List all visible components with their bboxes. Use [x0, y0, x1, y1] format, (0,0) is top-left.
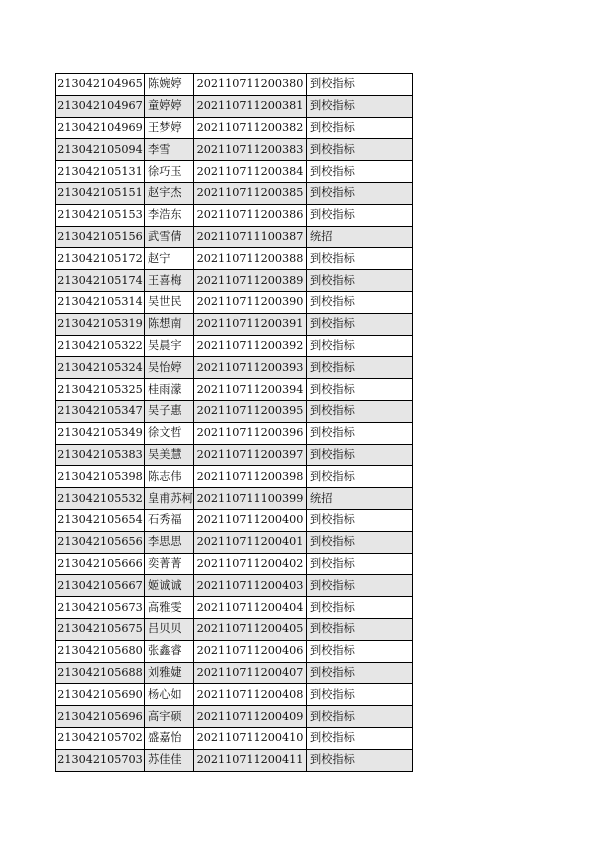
table-row	[56, 335, 413, 357]
student-name-cell: 陈志伟	[145, 466, 194, 488]
student-id-cell: 213042105680	[56, 640, 145, 662]
student-name-cell: 李思思	[145, 531, 194, 553]
ticket-number-cell: 202110711200400	[194, 509, 307, 531]
admission-type-cell: 到校指标	[307, 749, 413, 771]
student-id-cell: 213042105094	[56, 139, 145, 161]
ticket-number-cell: 202110711200411	[194, 749, 307, 771]
admission-list-table	[55, 73, 413, 772]
table-row	[56, 662, 413, 684]
student-name-cell: 吴美慧	[145, 444, 194, 466]
admission-type-cell: 到校指标	[307, 400, 413, 422]
student-name-cell: 石秀福	[145, 509, 194, 531]
ticket-number-cell: 202110711200397	[194, 444, 307, 466]
student-name-cell: 高雅雯	[145, 597, 194, 619]
ticket-number-cell: 202110711200410	[194, 727, 307, 749]
ticket-number-cell: 202110711200406	[194, 640, 307, 662]
table-row	[56, 749, 413, 771]
admission-type-cell: 到校指标	[307, 575, 413, 597]
table-row	[56, 509, 413, 531]
student-id-cell: 213042105349	[56, 422, 145, 444]
ticket-number-cell: 202110711200401	[194, 531, 307, 553]
table-row	[56, 226, 413, 248]
ticket-number-cell: 202110711100399	[194, 488, 307, 510]
admission-type-cell: 到校指标	[307, 248, 413, 270]
admission-type-cell: 到校指标	[307, 313, 413, 335]
student-id-cell: 213042105702	[56, 727, 145, 749]
admission-type-cell: 到校指标	[307, 466, 413, 488]
ticket-number-cell: 202110711200392	[194, 335, 307, 357]
ticket-number-cell: 202110711200381	[194, 95, 307, 117]
table-row	[56, 161, 413, 183]
table-row	[56, 357, 413, 379]
student-id-cell: 213042105703	[56, 749, 145, 771]
ticket-number-cell: 202110711200398	[194, 466, 307, 488]
student-id-cell: 213042105666	[56, 553, 145, 575]
admission-type-cell: 到校指标	[307, 204, 413, 226]
table-row	[56, 640, 413, 662]
table-row	[56, 139, 413, 161]
admission-type-cell: 到校指标	[307, 182, 413, 204]
admission-type-cell: 到校指标	[307, 553, 413, 575]
ticket-number-cell: 202110711200383	[194, 139, 307, 161]
admission-type-cell: 到校指标	[307, 684, 413, 706]
table-row	[56, 74, 413, 96]
ticket-number-cell: 202110711200380	[194, 74, 307, 96]
student-id-cell: 213042105675	[56, 618, 145, 640]
ticket-number-cell: 202110711200402	[194, 553, 307, 575]
ticket-number-cell: 202110711200405	[194, 618, 307, 640]
student-id-cell: 213042105319	[56, 313, 145, 335]
student-name-cell: 姬诚诚	[145, 575, 194, 597]
ticket-number-cell: 202110711200408	[194, 684, 307, 706]
admission-type-cell: 到校指标	[307, 444, 413, 466]
admission-type-cell: 到校指标	[307, 662, 413, 684]
table-body	[56, 74, 413, 772]
student-id-cell: 213042105322	[56, 335, 145, 357]
student-name-cell: 李浩东	[145, 204, 194, 226]
table-row	[56, 182, 413, 204]
admission-type-cell: 到校指标	[307, 335, 413, 357]
student-id-cell: 213042105667	[56, 575, 145, 597]
ticket-number-cell: 202110711200404	[194, 597, 307, 619]
admission-type-cell: 到校指标	[307, 270, 413, 292]
ticket-number-cell: 202110711200388	[194, 248, 307, 270]
student-id-cell: 213042105532	[56, 488, 145, 510]
student-name-cell: 陈想南	[145, 313, 194, 335]
student-name-cell: 皇甫苏柯	[145, 488, 194, 510]
admission-type-cell: 到校指标	[307, 95, 413, 117]
student-name-cell: 吴子惠	[145, 400, 194, 422]
table-row	[56, 444, 413, 466]
table-row	[56, 575, 413, 597]
student-name-cell: 徐文哲	[145, 422, 194, 444]
student-name-cell: 吴晨宇	[145, 335, 194, 357]
student-id-cell: 213042105324	[56, 357, 145, 379]
student-id-cell: 213042105673	[56, 597, 145, 619]
student-name-cell: 王喜梅	[145, 270, 194, 292]
student-name-cell: 桂雨濛	[145, 379, 194, 401]
admission-type-cell: 到校指标	[307, 379, 413, 401]
student-name-cell: 赵宇杰	[145, 182, 194, 204]
table-row	[56, 95, 413, 117]
student-name-cell: 李雪	[145, 139, 194, 161]
student-id-cell: 213042105688	[56, 662, 145, 684]
table-row	[56, 313, 413, 335]
ticket-number-cell: 202110711100387	[194, 226, 307, 248]
ticket-number-cell: 202110711200391	[194, 313, 307, 335]
ticket-number-cell: 202110711200384	[194, 161, 307, 183]
admission-type-cell: 到校指标	[307, 706, 413, 728]
ticket-number-cell: 202110711200394	[194, 379, 307, 401]
table-row	[56, 204, 413, 226]
student-id-cell: 213042105156	[56, 226, 145, 248]
ticket-number-cell: 202110711200382	[194, 117, 307, 139]
student-id-cell: 213042105314	[56, 291, 145, 313]
student-id-cell: 213042105347	[56, 400, 145, 422]
table-row	[56, 248, 413, 270]
student-name-cell: 奕菁菁	[145, 553, 194, 575]
student-id-cell: 213042104969	[56, 117, 145, 139]
student-name-cell: 高宇硕	[145, 706, 194, 728]
student-id-cell: 213042104965	[56, 74, 145, 96]
admission-type-cell: 到校指标	[307, 139, 413, 161]
admission-type-cell: 到校指标	[307, 597, 413, 619]
admission-type-cell: 到校指标	[307, 640, 413, 662]
table-row	[56, 597, 413, 619]
table-row	[56, 553, 413, 575]
ticket-number-cell: 202110711200403	[194, 575, 307, 597]
table-row	[56, 400, 413, 422]
student-name-cell: 童婷婷	[145, 95, 194, 117]
admission-type-cell: 到校指标	[307, 727, 413, 749]
admission-type-cell: 到校指标	[307, 509, 413, 531]
student-id-cell: 213042105131	[56, 161, 145, 183]
admission-type-cell: 到校指标	[307, 117, 413, 139]
student-name-cell: 刘雅婕	[145, 662, 194, 684]
admission-type-cell: 到校指标	[307, 422, 413, 444]
student-name-cell: 吴怡婷	[145, 357, 194, 379]
admission-type-cell: 到校指标	[307, 74, 413, 96]
student-id-cell: 213042105398	[56, 466, 145, 488]
ticket-number-cell: 202110711200385	[194, 182, 307, 204]
student-name-cell: 杨心如	[145, 684, 194, 706]
student-id-cell: 213042105656	[56, 531, 145, 553]
table-row	[56, 117, 413, 139]
table-row	[56, 706, 413, 728]
admission-type-cell: 到校指标	[307, 531, 413, 553]
student-id-cell: 213042104967	[56, 95, 145, 117]
table-row	[56, 466, 413, 488]
student-name-cell: 盛嘉怡	[145, 727, 194, 749]
table-row	[56, 488, 413, 510]
student-name-cell: 吴世民	[145, 291, 194, 313]
student-name-cell: 赵宁	[145, 248, 194, 270]
student-id-cell: 213042105174	[56, 270, 145, 292]
admission-type-cell: 到校指标	[307, 291, 413, 313]
ticket-number-cell: 202110711200393	[194, 357, 307, 379]
student-name-cell: 王梦婷	[145, 117, 194, 139]
admission-type-cell: 到校指标	[307, 618, 413, 640]
ticket-number-cell: 202110711200389	[194, 270, 307, 292]
student-id-cell: 213042105153	[56, 204, 145, 226]
student-id-cell: 213042105325	[56, 379, 145, 401]
admission-type-cell: 统招	[307, 488, 413, 510]
student-name-cell: 张鑫睿	[145, 640, 194, 662]
admission-type-cell: 到校指标	[307, 357, 413, 379]
student-id-cell: 213042105696	[56, 706, 145, 728]
ticket-number-cell: 202110711200386	[194, 204, 307, 226]
ticket-number-cell: 202110711200409	[194, 706, 307, 728]
table-row	[56, 531, 413, 553]
table-row	[56, 422, 413, 444]
table-row	[56, 727, 413, 749]
ticket-number-cell: 202110711200396	[194, 422, 307, 444]
ticket-number-cell: 202110711200407	[194, 662, 307, 684]
table-row	[56, 618, 413, 640]
table-row	[56, 291, 413, 313]
student-name-cell: 陈婉婷	[145, 74, 194, 96]
table-row	[56, 270, 413, 292]
student-name-cell: 吕贝贝	[145, 618, 194, 640]
admission-type-cell: 到校指标	[307, 161, 413, 183]
admission-type-cell: 统招	[307, 226, 413, 248]
student-id-cell: 213042105151	[56, 182, 145, 204]
student-id-cell: 213042105383	[56, 444, 145, 466]
student-id-cell: 213042105172	[56, 248, 145, 270]
student-id-cell: 213042105654	[56, 509, 145, 531]
ticket-number-cell: 202110711200390	[194, 291, 307, 313]
table-row	[56, 379, 413, 401]
ticket-number-cell: 202110711200395	[194, 400, 307, 422]
student-name-cell: 徐巧玉	[145, 161, 194, 183]
student-id-cell: 213042105690	[56, 684, 145, 706]
student-name-cell: 苏佳佳	[145, 749, 194, 771]
table-row	[56, 684, 413, 706]
student-name-cell: 武雪倩	[145, 226, 194, 248]
